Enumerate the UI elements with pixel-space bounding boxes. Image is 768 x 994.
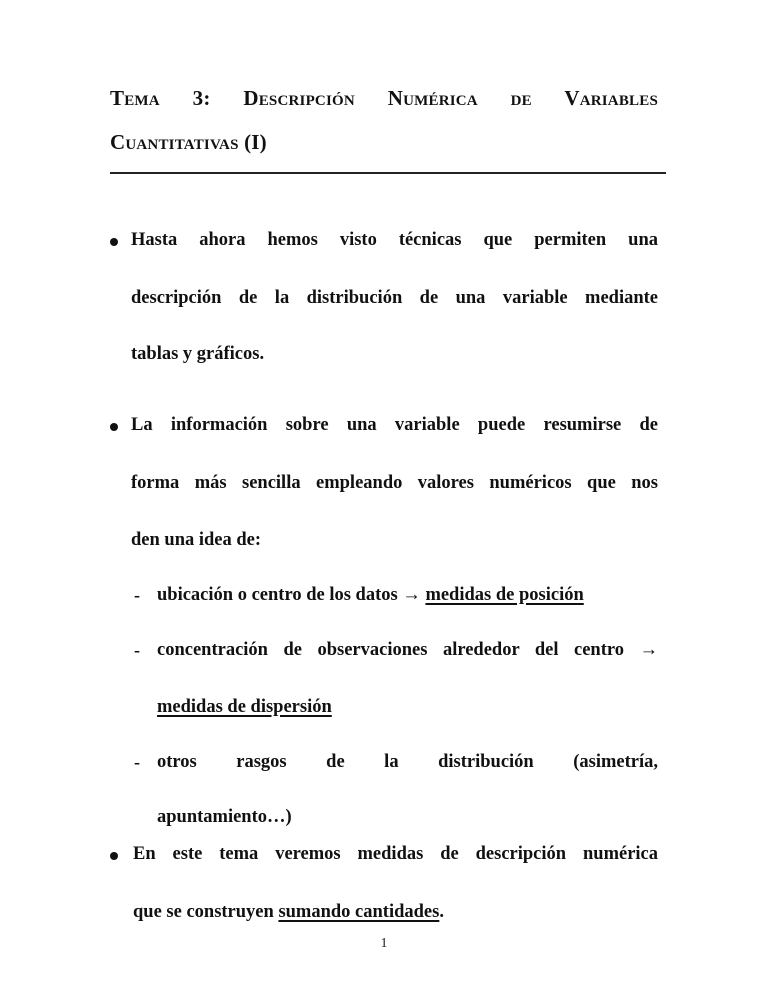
dash-icon: -: [134, 752, 140, 772]
bullet-3-period: .: [439, 902, 444, 922]
bullet-icon: [110, 423, 118, 431]
subitem-2-underlined-term: medidas de dispersión: [157, 697, 332, 717]
bullet-1-line-2: descripción de la distribución de una variable mediante: [131, 288, 658, 308]
subitem-3-line-2: apuntamiento…): [157, 807, 292, 827]
page-title-line-2: Cuantitativas (I): [110, 130, 267, 154]
bullet-3-line-2: [133, 902, 444, 923]
title-separator-rule: [110, 172, 666, 174]
subitem-1-underlined-term: medidas de posición: [425, 585, 584, 605]
subitem-dispersion-measures: [157, 697, 332, 718]
bullet-icon: [110, 852, 118, 860]
subitem-1-text: ubicación o centro de los datos →: [157, 585, 421, 605]
page-number: 1: [380, 936, 388, 951]
subitem-2-text: concentración de observaciones alrededor del centro →: [157, 640, 658, 660]
bullet-3-line-1: En este tema veremos medidas de descripción numérica: [133, 844, 658, 864]
bullet-2-line-2: forma más sencilla empleando valores numéricos que nos: [131, 473, 658, 493]
bullet-3-text: que se construyen: [133, 902, 274, 922]
bullet-1-line-3: tablas y gráficos.: [131, 344, 265, 364]
subitem-3-line-1: otros rasgos de la distribución (asimetría,: [157, 752, 658, 772]
subitem-position-measures: [157, 585, 584, 606]
bullet-icon: [110, 238, 118, 246]
bullet-2-line-3: den una idea de:: [131, 530, 262, 550]
bullet-3-underlined-term: sumando cantidades: [278, 902, 440, 922]
dash-icon: -: [134, 640, 140, 660]
bullet-2-line-1: La información sobre una variable puede resumirse de: [131, 415, 658, 435]
bullet-1-line-1: Hasta ahora hemos visto técnicas que permiten una: [131, 230, 658, 250]
page-title-line-1: Tema 3: Descripción Numérica de Variables: [110, 86, 658, 110]
dash-icon: -: [134, 585, 140, 605]
